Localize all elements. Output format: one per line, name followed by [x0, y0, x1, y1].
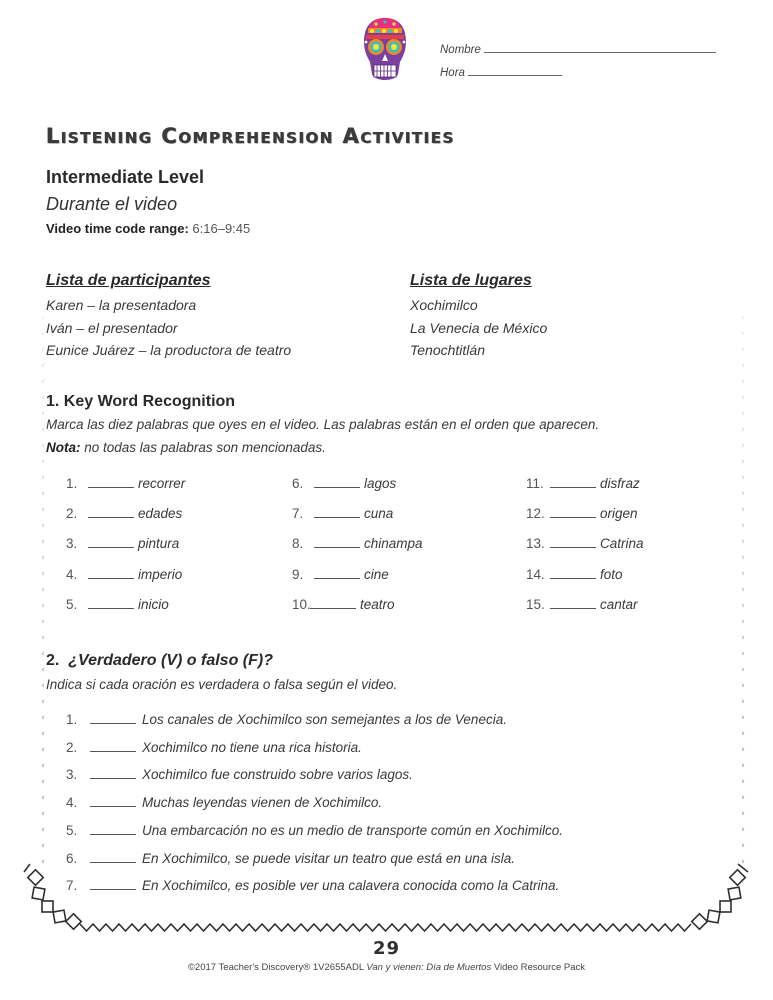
page-title: Listening Comprehension Activities [46, 124, 455, 148]
keyword-item[interactable] [292, 536, 423, 551]
keyword-word: cuna [364, 506, 394, 521]
answer-blank[interactable] [88, 598, 134, 609]
keyword-word: edades [138, 506, 183, 521]
keyword-item[interactable] [66, 536, 179, 551]
copyright-suffix: Video Resource Pack [491, 962, 586, 973]
participant-item: Iván – el presentador [46, 319, 178, 336]
item-number: 3. [66, 536, 78, 551]
keyword-item[interactable] [66, 506, 182, 521]
section2-instruction: Indica si cada oración es verdadera o falsa según el video. [46, 677, 398, 692]
participants-list [46, 272, 291, 362]
keyword-word: origen [600, 506, 638, 521]
true-false-item[interactable] [66, 795, 382, 810]
answer-blank[interactable] [88, 537, 134, 548]
item-number: 1. [66, 476, 78, 491]
places-list [410, 272, 547, 362]
timecode [46, 221, 250, 236]
keyword-word: recorrer [138, 476, 186, 491]
true-false-item[interactable] [66, 767, 413, 782]
answer-blank[interactable] [314, 537, 360, 548]
copyright-title: Van y vienen: Día de Muertos [366, 962, 492, 973]
level-heading: Intermediate Level [46, 167, 205, 187]
participants-heading: Lista de participantes [46, 272, 211, 289]
places-heading: Lista de lugares [410, 272, 532, 289]
answer-blank[interactable] [314, 477, 360, 488]
section2-number: 2. [46, 652, 60, 669]
answer-blank[interactable] [550, 537, 596, 548]
answer-blank[interactable] [550, 598, 596, 609]
item-number: 8. [292, 536, 304, 551]
participant-item: Eunice Juárez – la productora de teatro [46, 342, 292, 358]
true-false-item[interactable] [66, 712, 507, 727]
section2-title-text: ¿Verdadero (V) o falso (F)? [68, 652, 273, 669]
participant-item: Karen – la presentadora [46, 297, 197, 313]
keyword-item[interactable] [292, 597, 395, 612]
item-number: 4. [66, 795, 78, 811]
answer-blank[interactable] [90, 796, 136, 807]
keyword-item[interactable] [526, 597, 638, 612]
keyword-word: teatro [360, 597, 395, 612]
answer-blank[interactable] [90, 768, 136, 779]
answer-blank[interactable] [314, 507, 360, 518]
note-label: Nota: [46, 440, 81, 455]
answer-blank[interactable] [550, 568, 596, 579]
item-number: 12. [526, 506, 545, 521]
subtitle: Durante el video [46, 194, 178, 214]
item-number: 13. [526, 536, 545, 551]
hora-blank[interactable] [468, 66, 562, 76]
note-text: no todas las palabras son mencionadas. [80, 440, 326, 455]
place-item: Tenochtitlán [410, 342, 485, 358]
hora-field[interactable] [440, 66, 562, 79]
statement-text: Una embarcación no es un medio de transporte común en Xochimilco. [142, 822, 563, 838]
keyword-item[interactable] [526, 506, 638, 521]
right-border-arrows: › › › › › › › › › › › › › › › › › › › › › › › › › › › › › › › › › › › [741, 313, 745, 867]
keyword-word: inicio [138, 597, 169, 612]
keyword-word: lagos [364, 476, 397, 491]
item-number: 4. [66, 567, 78, 582]
keyword-word: imperio [138, 567, 183, 582]
page-number: 29 [372, 938, 401, 959]
place-item: Xochimilco [410, 297, 478, 313]
keyword-item[interactable] [526, 536, 644, 551]
statement-text: En Xochimilco, es posible ver una calavera conocida como la Catrina. [142, 878, 560, 894]
left-border-arrows: ‹ ‹ ‹ ‹ ‹ ‹ ‹ ‹ ‹ ‹ ‹ ‹ ‹ ‹ ‹ ‹ ‹ ‹ ‹ ‹ ‹ ‹ ‹ ‹ ‹ ‹ ‹ ‹ ‹ ‹ ‹ ‹ ‹ ‹ ‹ [41, 313, 45, 867]
item-number: 11. [526, 476, 544, 491]
keyword-word: cantar [600, 597, 638, 612]
keyword-item[interactable] [66, 567, 182, 582]
item-number: 9. [292, 567, 304, 582]
item-number: 2. [66, 506, 78, 521]
item-number: 1. [66, 712, 78, 727]
bottom-border-ornament [0, 860, 773, 940]
answer-blank[interactable] [90, 713, 136, 724]
item-number: 3. [66, 767, 78, 783]
statement-text: Xochimilco fue construido sobre varios lagos. [142, 767, 413, 783]
keyword-word: chinampa [364, 536, 423, 551]
section1-instruction: Marca las diez palabras que oyes en el video. Las palabras están en el orden que aparecen. [46, 417, 600, 432]
nombre-label: Nombre [440, 44, 481, 56]
statement-text: En Xochimilco, se puede visitar un teatro que está en una isla. [142, 850, 515, 866]
section2-title [46, 652, 273, 670]
keyword-item[interactable] [66, 476, 185, 491]
section1-note [46, 440, 326, 455]
keyword-item[interactable] [292, 506, 393, 521]
answer-blank[interactable] [88, 477, 134, 488]
section1-title: 1. Key Word Recognition [46, 393, 236, 410]
nombre-field[interactable] [440, 43, 716, 56]
keyword-item[interactable] [66, 597, 169, 612]
item-number: 5. [66, 597, 78, 612]
item-number: 2. [66, 739, 78, 755]
keyword-word: Catrina [600, 536, 644, 551]
item-number: 7. [66, 878, 78, 894]
answer-blank[interactable] [310, 598, 356, 609]
answer-blank[interactable] [90, 824, 136, 835]
statement-text: Los canales de Xochimilco son semejantes a los de Venecia. [142, 712, 507, 727]
item-number: 6. [66, 850, 78, 866]
answer-blank[interactable] [88, 568, 134, 579]
copyright-prefix: ©2017 Teacher's Discovery® 1V2655ADL [187, 962, 367, 973]
keyword-item[interactable] [292, 567, 389, 582]
keyword-item[interactable] [526, 476, 640, 491]
nombre-blank[interactable] [484, 43, 716, 53]
statement-text: Muchas leyendas vienen de Xochimilco. [142, 795, 383, 811]
answer-blank[interactable] [550, 507, 596, 518]
keyword-word: disfraz [600, 476, 640, 491]
place-item: La Venecia de México [410, 319, 548, 336]
item-number: 15. [526, 597, 545, 612]
copyright-footer [0, 962, 773, 973]
true-false-item[interactable] [66, 740, 362, 755]
item-number: 14. [526, 567, 545, 582]
timecode-value: 6:16–9:45 [192, 221, 251, 236]
statement-text: Xochimilco no tiene una rica historia. [142, 739, 362, 755]
sugar-skull-icon [362, 16, 408, 86]
item-number: 10. [292, 597, 311, 612]
item-number: 5. [66, 822, 78, 838]
keyword-item[interactable] [526, 567, 623, 582]
timecode-label: Video time code range: [46, 221, 189, 236]
answer-blank[interactable] [88, 507, 134, 518]
keyword-word: pintura [138, 536, 180, 551]
hora-label: Hora [440, 67, 465, 79]
keyword-word: cine [364, 567, 389, 582]
answer-blank[interactable] [90, 741, 136, 752]
keyword-word: foto [600, 567, 623, 582]
keyword-item[interactable] [292, 476, 396, 491]
item-number: 7. [292, 506, 304, 521]
item-number: 6. [292, 476, 304, 491]
true-false-item[interactable] [66, 823, 563, 838]
answer-blank[interactable] [550, 477, 596, 488]
answer-blank[interactable] [314, 568, 360, 579]
